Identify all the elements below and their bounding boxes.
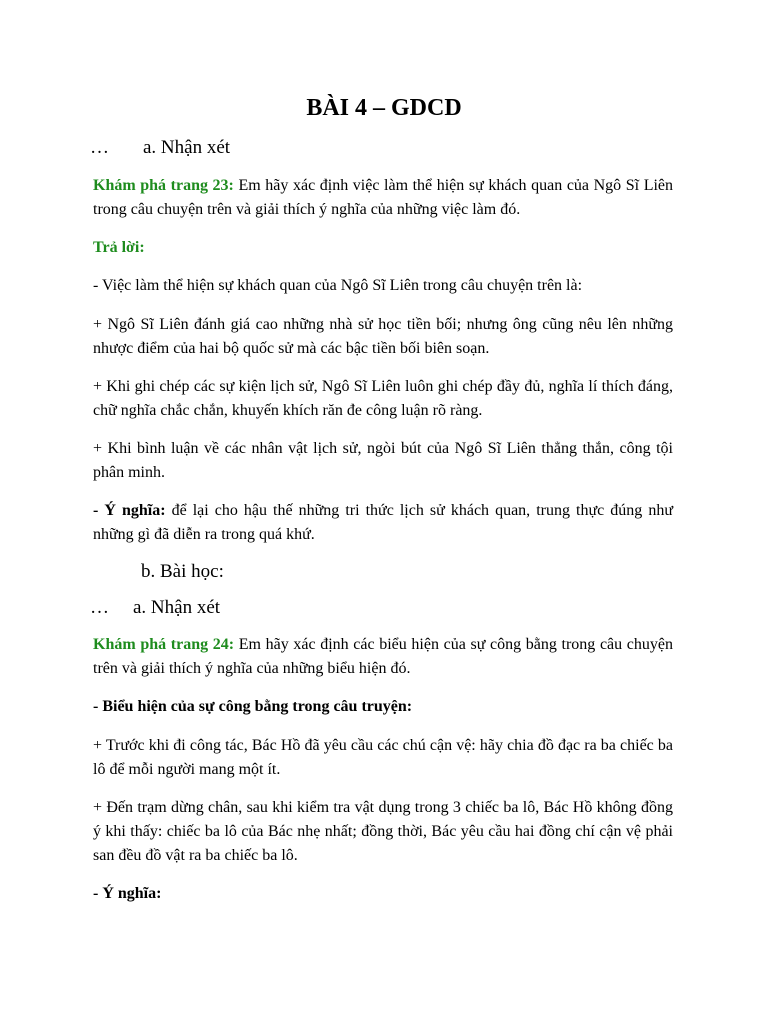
answer-point-2: + Khi ghi chép các sự kiện lịch sử, Ngô Sĩ Liên luôn ghi chép đầy đủ, nghĩa lí thích đáng, chữ nghĩa chắc chắn, khuyến khích răn đe công luận rõ ràng. [93,378,673,419]
answer-point-3: + Khi bình luận về các nhân vật lịch sử, ngòi bút của Ngô Sĩ Liên thẳng thắn, công tội phân minh. [93,440,673,481]
meaning-text: để lại cho hậu thế những tri thức lịch sử khách quan, trung thực đúng như những gì đã diễn ra trong quá khứ. [93,502,674,543]
question-label: Khám phá trang 24: [93,636,235,653]
answer-point-1: + Ngô Sĩ Liên đánh giá cao những nhà sử học tiền bối; nhưng ông cũng nêu lên những nhược điểm của hai bộ quốc sử mà các bậc tiền bối biên soạn. [93,316,673,357]
heading-text: a. Nhận xét [133,597,221,618]
section-heading-1 [90,136,230,160]
section-heading-b: b. Bài học: [141,561,224,582]
question-paragraph-1 [93,174,673,222]
ellipsis-marker: … [90,597,109,618]
answer-paragraph: - Việc làm thể hiện sự khách quan của Ngô Sĩ Liên trong câu chuyện trên là: [93,277,583,294]
expression-point-1: + Trước khi đi công tác, Bác Hồ đã yêu cầu các chú cận vệ: hãy chia đồ đạc ra ba chiếc ba lô để mỗi người mang một ít. [93,737,673,778]
meaning-paragraph-1 [93,499,673,547]
question-text: Em hãy xác định việc làm thể hiện sự khách quan của Ngô Sĩ Liên trong câu chuyện trên và giải thích ý nghĩa của những việc làm đó. [93,177,674,218]
document-title: BÀI 4 – GDCD [306,95,462,121]
expression-point-2: + Đến trạm dừng chân, sau khi kiểm tra vật dụng trong 3 chiếc ba lô, Bác Hồ không đồng ý khi thấy: chiếc ba lô của Bác nhẹ nhất; đồng thời, Bác yêu cầu hai đồng chí cận vệ phải san đều đồ vật ra ba chiếc ba lô. [93,799,673,864]
question-label: Khám phá trang 23: [93,177,234,194]
question-text: Em hãy xác định các biểu hiện của sự công bằng trong câu chuyện trên và giải thích ý nghĩa của những biểu hiện đó. [93,636,674,677]
answer-label: Trả lời: [93,239,145,256]
heading-text: a. Nhận xét [143,137,231,158]
section-heading-2 [90,596,220,620]
question-paragraph-2 [93,633,673,681]
expression-label: - Biểu hiện của sự công bằng trong câu truyện: [93,698,413,715]
ellipsis-marker: … [90,137,109,158]
meaning-label-2: - Ý nghĩa: [93,885,162,902]
meaning-label: - Ý nghĩa: [93,502,166,519]
